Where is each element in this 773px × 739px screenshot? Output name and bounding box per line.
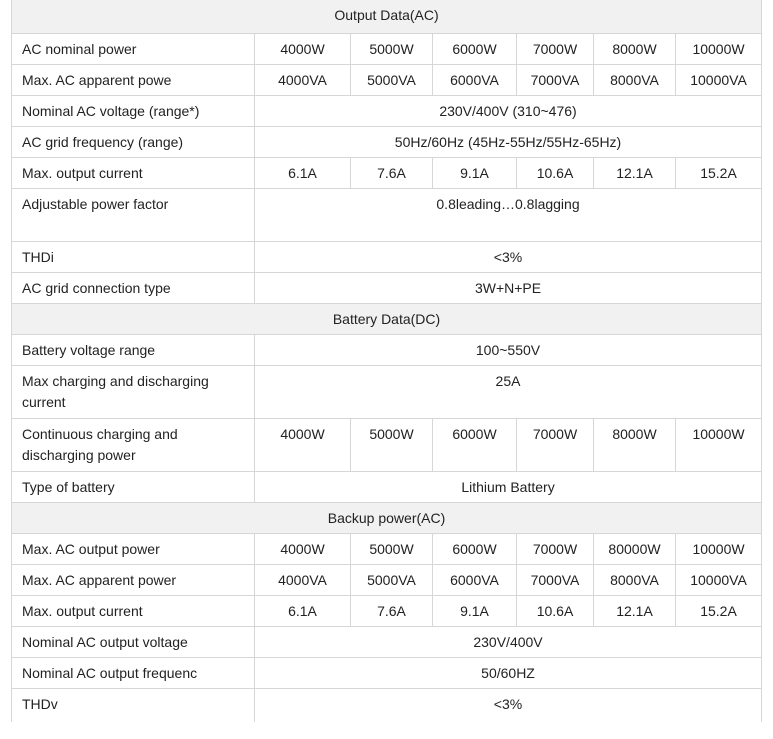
cell-value-span: 230V/400V (310~476) xyxy=(255,95,762,126)
table-row-thdv xyxy=(12,688,762,722)
cell-value: 15.2A xyxy=(676,157,762,188)
cell-value: 7.6A xyxy=(351,157,433,188)
cell-value: 4000VA xyxy=(255,564,351,595)
table-row-continuous-charging-power xyxy=(12,418,762,471)
cell-value: 10000VA xyxy=(676,64,762,95)
table-row-ac-grid-connection-type xyxy=(12,272,762,303)
cell-value: 10.6A xyxy=(517,157,594,188)
row-label: THDi xyxy=(12,241,255,272)
table-row-max-charging-discharging-current xyxy=(12,365,762,418)
cell-value: 6000VA xyxy=(433,64,517,95)
table-row-thdi xyxy=(12,241,762,272)
cell-value: 8000W xyxy=(594,418,676,471)
table-row-backup-max-ac-apparent-power xyxy=(12,564,762,595)
row-label: AC grid frequency (range) xyxy=(12,126,255,157)
row-label: Max. output current xyxy=(12,157,255,188)
cell-value: 15.2A xyxy=(676,595,762,626)
cell-value: 4000W xyxy=(255,33,351,64)
table-row-backup-max-output-current xyxy=(12,595,762,626)
cell-value: 5000W xyxy=(351,418,433,471)
cell-value: 7.6A xyxy=(351,595,433,626)
table-row-nominal-ac-voltage xyxy=(12,95,762,126)
cell-value: 7000W xyxy=(517,418,594,471)
cell-value: 6000VA xyxy=(433,564,517,595)
cell-value: 5000W xyxy=(351,533,433,564)
cell-value: 12.1A xyxy=(594,157,676,188)
cell-value-span: 100~550V xyxy=(255,334,762,365)
cell-value: 10000W xyxy=(676,533,762,564)
spec-table-container xyxy=(11,0,761,722)
row-label: Nominal AC output voltage xyxy=(12,626,255,657)
cell-value-span: 230V/400V xyxy=(255,626,762,657)
cell-value: 8000W xyxy=(594,33,676,64)
cell-value: 7000W xyxy=(517,33,594,64)
cell-value-span: 0.8leading…0.8lagging xyxy=(255,188,762,241)
row-label: Nominal AC output frequenc xyxy=(12,657,255,688)
cell-value: 6000W xyxy=(433,418,517,471)
cell-value: 9.1A xyxy=(433,595,517,626)
cell-value: 5000VA xyxy=(351,64,433,95)
cell-value-span: 25A xyxy=(255,365,762,418)
cell-value: 10000VA xyxy=(676,564,762,595)
table-row-adjustable-power-factor xyxy=(12,188,762,241)
row-label: Nominal AC voltage (range*) xyxy=(12,95,255,126)
row-label: Max. AC output power xyxy=(12,533,255,564)
cell-value-span: 3W+N+PE xyxy=(255,272,762,303)
table-row-nominal-ac-output-frequency xyxy=(12,657,762,688)
cell-value: 8000VA xyxy=(594,564,676,595)
table-row-nominal-ac-output-voltage xyxy=(12,626,762,657)
row-label: AC nominal power xyxy=(12,33,255,64)
cell-value: 6000W xyxy=(433,533,517,564)
cell-value: 6.1A xyxy=(255,595,351,626)
table-row-ac-grid-frequency xyxy=(12,126,762,157)
cell-value-span: Lithium Battery xyxy=(255,471,762,502)
row-label: AC grid connection type xyxy=(12,272,255,303)
row-label: Max. AC apparent power xyxy=(12,564,255,595)
section-title: Battery Data(DC) xyxy=(12,303,762,334)
cell-value: 5000W xyxy=(351,33,433,64)
row-label: Continuous charging and discharging power xyxy=(12,418,255,471)
row-label: Max charging and discharging current xyxy=(12,365,255,418)
cell-value: 4000VA xyxy=(255,64,351,95)
cell-value: 10.6A xyxy=(517,595,594,626)
cell-value: 9.1A xyxy=(433,157,517,188)
table-row-max-ac-output-power xyxy=(12,533,762,564)
cell-value: 6000W xyxy=(433,33,517,64)
cell-value: 8000VA xyxy=(594,64,676,95)
table-row-ac-nominal-power xyxy=(12,33,762,64)
section-header-battery-dc xyxy=(12,303,762,334)
cell-value: 10000W xyxy=(676,33,762,64)
cell-value-span: 50Hz/60Hz (45Hz-55Hz/55Hz-65Hz) xyxy=(255,126,762,157)
section-header-backup-ac xyxy=(12,502,762,533)
row-label: Max. AC apparent powe xyxy=(12,64,255,95)
cell-value: 7000VA xyxy=(517,564,594,595)
cell-value-span: <3% xyxy=(255,241,762,272)
row-label: THDv xyxy=(12,688,255,722)
table-row-max-ac-apparent-power xyxy=(12,64,762,95)
cell-value: 10000W xyxy=(676,418,762,471)
row-label: Battery voltage range xyxy=(12,334,255,365)
spec-table xyxy=(11,0,762,722)
cell-value: 5000VA xyxy=(351,564,433,595)
cell-value: 4000W xyxy=(255,418,351,471)
row-label: Type of battery xyxy=(12,471,255,502)
row-label: Max. output current xyxy=(12,595,255,626)
cell-value: 4000W xyxy=(255,533,351,564)
table-row-battery-voltage-range xyxy=(12,334,762,365)
table-row-max-output-current xyxy=(12,157,762,188)
table-row-type-of-battery xyxy=(12,471,762,502)
cell-value: 80000W xyxy=(594,533,676,564)
cell-value: 6.1A xyxy=(255,157,351,188)
section-title: Output Data(AC) xyxy=(12,0,762,33)
row-label: Adjustable power factor xyxy=(12,188,255,241)
cell-value: 7000W xyxy=(517,533,594,564)
cell-value: 7000VA xyxy=(517,64,594,95)
section-header-output-ac xyxy=(12,0,762,33)
section-title: Backup power(AC) xyxy=(12,502,762,533)
cell-value-span: 50/60HZ xyxy=(255,657,762,688)
cell-value: 12.1A xyxy=(594,595,676,626)
cell-value-span: <3% xyxy=(255,688,762,722)
